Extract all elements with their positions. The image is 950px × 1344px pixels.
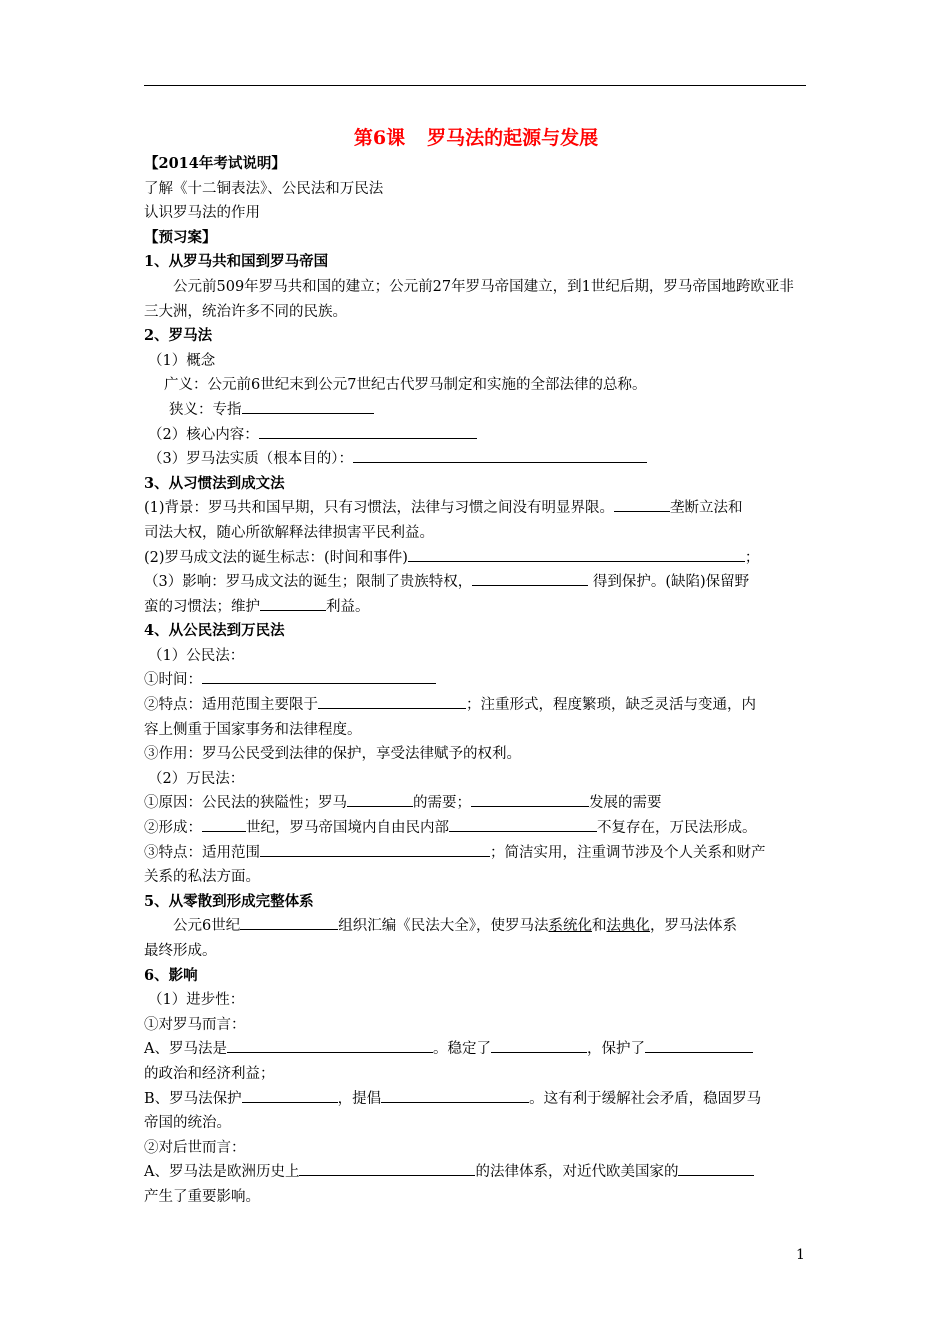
answer-blank[interactable] [381, 1088, 529, 1103]
influence-text: 得到保护。(缺陷)保留野 [588, 574, 750, 591]
section-5-text: 最终形成。 [144, 943, 217, 959]
section-4-heading: 4、从公民法到万民法 [144, 622, 285, 640]
underlined-term: 系统化 [548, 918, 592, 935]
answer-blank[interactable] [347, 792, 413, 807]
nations-cause-text: 的需要； [413, 795, 471, 812]
impact-text: 产生了重要影响。 [144, 1188, 260, 1205]
nations-law-label: （2）万民法： [148, 770, 245, 787]
section-5-text: 公元6世纪 [173, 918, 241, 935]
page-title [144, 124, 808, 152]
civil-time-label: ①时间： [144, 672, 202, 689]
nations-feature-text: ；简洁实用，注重调节涉及个人关系和财产 [490, 844, 766, 861]
impact-text: 。这有利于缓解社会矛盾，稳固罗马 [529, 1090, 762, 1107]
section-5-text: ，罗马法体系 [649, 918, 737, 935]
answer-blank[interactable] [614, 497, 670, 512]
nations-formation-text: 不复存在，万民法形成。 [597, 820, 757, 837]
section-1-text: 公元前509年罗马共和国的建立；公元前27年罗马帝国建立，到1世纪后期，罗马帝国地跨欧亚非三大洲，统治许多不同的民族。 [144, 278, 794, 320]
answer-blank[interactable] [202, 817, 246, 832]
impact-text: 的法律体系，对近代欧美国家的 [475, 1164, 679, 1181]
section-1-heading: 1、从罗马共和国到罗马帝国 [144, 253, 329, 271]
influence-text: （3）影响：罗马成文法的诞生；限制了贵族特权， [144, 574, 473, 591]
later-label: ②对后世而言： [144, 1139, 246, 1156]
answer-blank[interactable] [645, 1038, 753, 1053]
nations-cause-text: 发展的需要 [589, 795, 662, 812]
lesson-number: 第6课 [353, 127, 406, 149]
exam-heading: 【2014年考试说明】 [144, 155, 286, 172]
birth-mark-label: (2)罗马成文法的诞生标志：(时间和事件) [144, 549, 408, 566]
nations-feature-text: 关系的私法方面。 [144, 869, 260, 886]
exam-line: 了解《十二铜表法》、公民法和万民法 [144, 180, 384, 197]
answer-blank[interactable] [471, 792, 589, 807]
impact-text: 的政治和经济利益； [144, 1065, 275, 1082]
impact-text: ，提倡 [337, 1090, 382, 1107]
concept-label: （1）概念 [148, 352, 216, 369]
section-5-text: 组织汇编《民法大全》，使罗马法 [338, 918, 549, 935]
answer-blank[interactable] [318, 694, 466, 709]
answer-blank[interactable] [242, 1088, 338, 1103]
answer-blank[interactable] [227, 1038, 433, 1053]
document-body [144, 124, 808, 1210]
influence-text: 蛮的习惯法；维护 [144, 598, 260, 615]
answer-blank[interactable] [259, 424, 477, 439]
answer-blank[interactable] [678, 1161, 754, 1176]
lesson-name: 罗马法的起源与发展 [427, 127, 599, 149]
civil-law-label: （1）公民法： [148, 647, 245, 664]
answer-blank[interactable] [299, 1161, 475, 1176]
page-number: 1 [796, 1247, 805, 1263]
essence-label: （3）罗马法实质（根本目的）： [148, 451, 353, 468]
background-text: (1)背景：罗马共和国早期，只有习惯法，法律与习惯之间没有明显界限。 [144, 500, 615, 517]
section-5-heading: 5、从零散到形成完整体系 [144, 892, 314, 910]
progress-label: （1）进步性： [148, 992, 245, 1009]
punctuation: ； [744, 549, 760, 566]
header-rule [144, 85, 806, 86]
answer-blank[interactable] [260, 596, 326, 611]
answer-blank[interactable] [353, 448, 647, 463]
answer-blank[interactable] [202, 669, 436, 684]
impact-text: 帝国的统治。 [144, 1115, 231, 1132]
civil-feature-text: ②特点：适用范围主要限于 [144, 697, 318, 714]
civil-feature-text: ；注重形式，程度繁琐，缺乏灵活与变通，内 [466, 697, 756, 714]
civil-feature-text: 容上侧重于国家事务和法律程度。 [144, 721, 362, 738]
rome-label: ①对罗马而言： [144, 1016, 246, 1033]
answer-blank[interactable] [260, 842, 490, 857]
answer-blank[interactable] [240, 915, 338, 930]
impact-text: A、罗马法是 [144, 1041, 227, 1058]
impact-text: A、罗马法是欧洲历史上 [144, 1164, 300, 1181]
impact-text: 。稳定了 [432, 1041, 491, 1058]
answer-blank[interactable] [491, 1038, 587, 1053]
answer-blank[interactable] [449, 817, 597, 832]
civil-role-text: ③作用：罗马公民受到法律的保护，享受法律赋予的权利。 [144, 746, 521, 763]
section-2-heading: 2、罗马法 [144, 327, 213, 345]
narrow-definition: 狭义：专指 [169, 401, 242, 418]
nations-cause-text: ①原因：公民法的狭隘性；罗马 [144, 795, 347, 812]
influence-text: 利益。 [326, 598, 370, 615]
answer-blank[interactable] [472, 571, 588, 586]
exam-line: 认识罗马法的作用 [144, 205, 260, 222]
section-6-heading: 6、影响 [144, 966, 198, 984]
background-text: 垄断立法和 [670, 500, 743, 517]
answer-blank[interactable] [408, 547, 745, 562]
nations-formation-text: 世纪，罗马帝国境内自由民内部 [246, 820, 449, 837]
background-text: 司法大权，随心所欲解释法律损害平民利益。 [144, 524, 434, 541]
core-content-label: （2）核心内容： [148, 426, 259, 443]
nations-feature-text: ③特点：适用范围 [144, 844, 260, 861]
nations-formation-text: ②形成： [144, 820, 202, 837]
broad-definition: 广义：公元前6世纪末到公元7世纪古代罗马制定和实施的全部法律的总称。 [164, 377, 647, 394]
underlined-term: 法典化 [606, 918, 650, 935]
section-5-text: 和 [591, 918, 607, 935]
preview-heading: 【预习案】 [144, 228, 217, 246]
impact-text: ，保护了 [586, 1041, 645, 1058]
impact-text: B、罗马法保护 [144, 1090, 242, 1107]
answer-blank[interactable] [242, 399, 374, 414]
section-3-heading: 3、从习惯法到成文法 [144, 474, 285, 492]
